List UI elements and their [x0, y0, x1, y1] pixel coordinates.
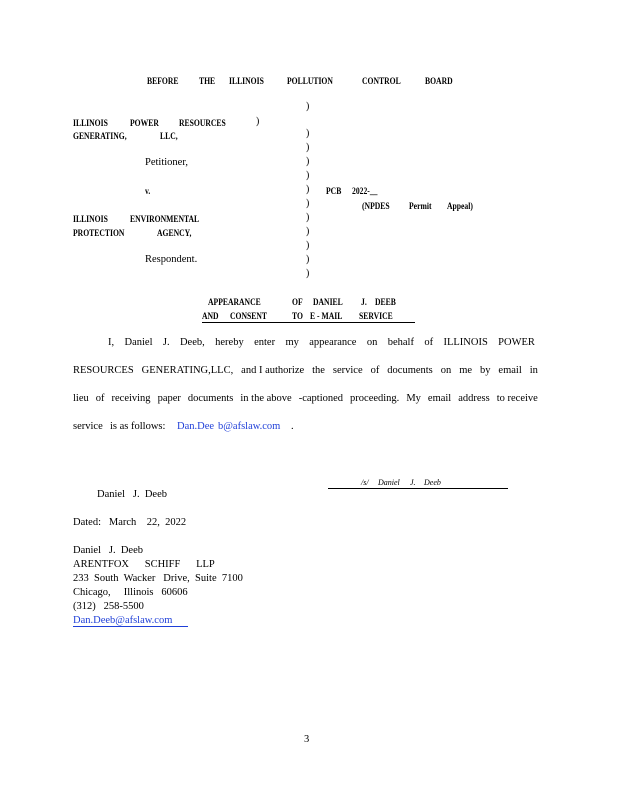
header-word: THE — [199, 76, 216, 86]
caption-paren: ) — [306, 198, 310, 209]
title-word: DEEB — [375, 297, 396, 307]
printed-name: Daniel J. Deeb — [97, 489, 167, 500]
header-word: BEFORE — [147, 76, 179, 86]
caption-word: LLC, — [160, 131, 178, 141]
caption-paren: ) — [306, 184, 310, 195]
caption-paren: ) — [306, 128, 310, 139]
title-word: OF — [292, 297, 303, 307]
caption-word: ILLINOIS — [73, 118, 108, 128]
caption-paren: ) — [306, 142, 310, 153]
email-link-part[interactable]: Dan.Dee — [177, 421, 215, 432]
caption-word: GENERATING, — [73, 131, 127, 141]
signature-line — [328, 477, 508, 489]
paragraph-line: lieu of receiving paper documents in the above -captioned proceeding. My email address to receive — [73, 393, 538, 404]
header-word: CONTROL — [362, 76, 401, 86]
title-word: TO — [292, 311, 303, 321]
paragraph-period: . — [291, 421, 294, 432]
signature-name: Daniel — [378, 478, 400, 487]
petitioner-label: Petitioner, — [145, 157, 189, 168]
title-word: E - MAIL — [310, 311, 343, 321]
signature-mark: /s/ — [361, 478, 369, 487]
paragraph-word: service — [73, 421, 103, 432]
email-link-part[interactable]: b@afslaw.com — [218, 421, 281, 432]
title-word: DANIEL — [313, 297, 343, 307]
caption-paren: ) — [306, 170, 310, 181]
title-word: AND — [202, 311, 219, 321]
caption-word: ILLINOIS — [73, 214, 108, 224]
title-word: APPEARANCE — [208, 297, 261, 307]
signature-name: J. — [410, 478, 416, 487]
header-word: POLLUTION — [287, 76, 333, 86]
caption-word: POWER — [130, 118, 159, 128]
contact-phone: (312) 258-5500 — [73, 601, 144, 612]
caption-paren: ) — [306, 156, 310, 167]
title-word: CONSENT — [230, 311, 267, 321]
paragraph-word: is as follows: — [110, 421, 166, 432]
caption-paren: ) — [306, 226, 310, 237]
contact-name: Daniel J. Deeb — [73, 545, 143, 556]
pcb-label: PCB — [326, 186, 342, 196]
title-underline — [202, 322, 415, 323]
date-line: Dated: March 22, 2022 — [73, 517, 187, 528]
caption-paren: ) — [306, 101, 310, 112]
title-word: J. — [361, 297, 367, 307]
contact-address: 233 South Wacker Drive, Suite 7100 — [73, 573, 243, 584]
caption-word: RESOURCES — [179, 118, 226, 128]
paragraph-line: RESOURCES GENERATING,LLC, and I authorize the service of documents on me by email in — [73, 365, 538, 376]
pcb-number: 2022-__ — [352, 186, 378, 196]
respondent-label: Respondent. — [145, 254, 198, 265]
caption-paren: ) — [256, 116, 260, 127]
header-word: ILLINOIS — [229, 76, 264, 86]
contact-city: Chicago, Illinois 60606 — [73, 587, 188, 598]
signature-name: Deeb — [424, 478, 441, 487]
caption-word: PROTECTION — [73, 228, 125, 238]
caption-paren: ) — [306, 254, 310, 265]
contact-email-link[interactable]: Dan.Deeb@afslaw.com — [73, 615, 188, 627]
title-word: SERVICE — [359, 311, 393, 321]
header-word: BOARD — [425, 76, 453, 86]
caption-word: AGENCY, — [157, 228, 192, 238]
paragraph-line: I, Daniel J. Deeb, hereby enter my appearance on behalf of ILLINOIS POWER — [108, 337, 535, 348]
caption-paren: ) — [306, 240, 310, 251]
versus-label: v. — [145, 186, 151, 196]
npdes-word: (NPDES — [362, 201, 390, 211]
caption-paren: ) — [306, 212, 310, 223]
page-number: 3 — [304, 734, 310, 745]
caption-paren: ) — [306, 268, 310, 279]
appeal-word: Appeal) — [447, 201, 473, 211]
contact-firm: ARENTFOX SCHIFF LLP — [73, 559, 215, 570]
caption-word: ENVIRONMENTAL — [130, 214, 200, 224]
permit-word: Permit — [409, 201, 432, 211]
